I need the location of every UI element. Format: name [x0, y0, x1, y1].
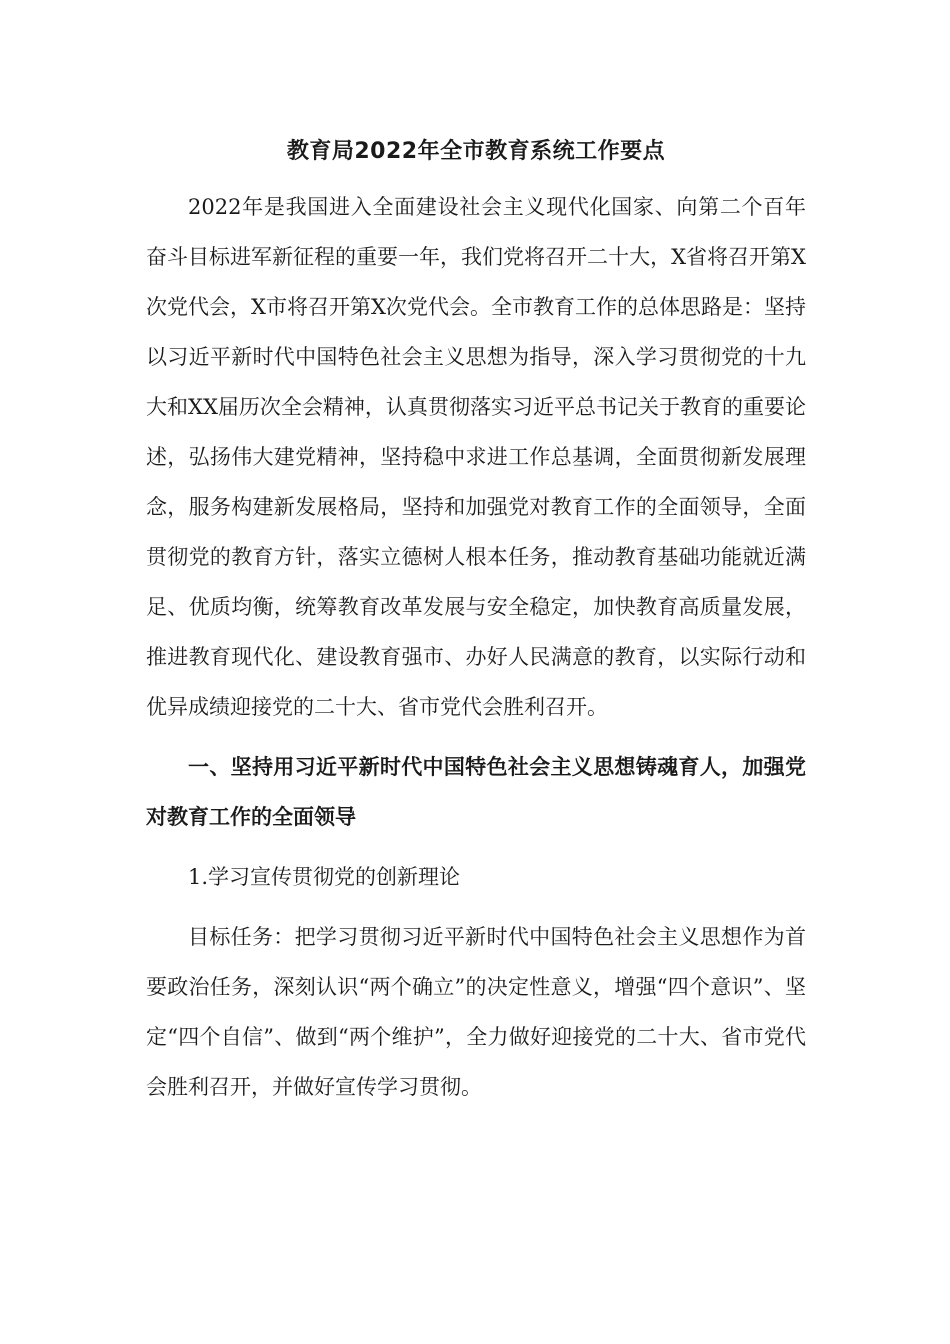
- subsection-title: 1.学习宣传贯彻党的创新理论: [188, 865, 461, 889]
- document-title: 教育局2022年全市教育系统工作要点: [286, 139, 666, 164]
- section-heading: 一、坚持用习近平新时代中国特色社会主义思想铸魂育人，加强党对教育工作的全面领导: [146, 755, 806, 829]
- document-body: [146, 132, 806, 1112]
- intro-paragraph: 2022年是我国进入全面建设社会主义现代化国家、向第二个百年奋斗目标进军新征程的重要一年，我们党将召开二十大，X省将召开第X次党代会，X市将召开第X次党代会。全市教育工作的总体思路是：坚持以习近平新时代中国特色社会主义思想为指导，深入学习贯彻党的十九大和XX届历次全会精神，认真贯彻落实习近平总书记关于教育的重要论述，弘扬伟大建党精神，坚持稳中求进工作总基调，全面贯彻新发展理念，服务构建新发展格局，坚持和加强党对教育工作的全面领导，全面贯彻党的教育方针，落实立德树人根本任务，推动教育基础功能就近满足、优质均衡，统筹教育改革发展与安全稳定，加快教育高质量发展，推进教育现代化、建设教育强市、办好人民满意的教育，以实际行动和优异成绩迎接党的二十大、省市党代会胜利召开。: [146, 195, 806, 719]
- goal-paragraph: 目标任务：把学习贯彻习近平新时代中国特色社会主义思想作为首要政治任务，深刻认识“两个确立”的决定性意义，增强“四个意识”、坚定“四个自信”、做到“两个维护”，全力做好迎接党的二十大、省市党代会胜利召开，并做好宣传学习贯彻。: [146, 925, 806, 1099]
